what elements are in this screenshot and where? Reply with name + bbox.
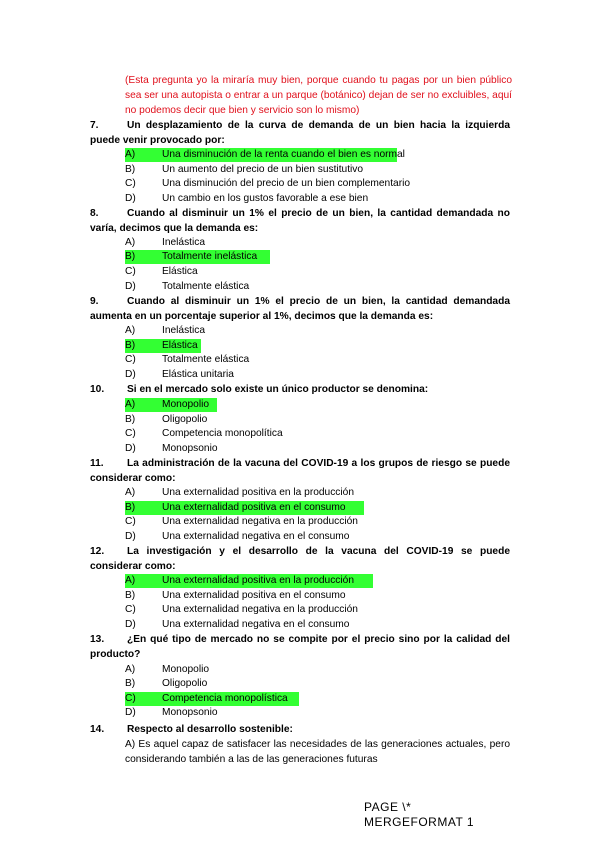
question-number: 9. [90, 296, 99, 307]
option-text: Un cambio en los gustos favorable a ese bien [162, 193, 369, 204]
option-letter: C) [125, 516, 136, 527]
option-text: Monopolio [162, 399, 210, 410]
option-text: Elástica unitaria [162, 369, 234, 380]
option-text: Una externalidad positiva en la producción [162, 575, 354, 586]
question-number: 8. [90, 208, 99, 219]
red-comment-note: (Esta pregunta yo la miraría muy bien, porque cuando tu pagas por un bien público sea ser una autopista o entrar a un parque (botánico) dejan de ser no excluibles, aquí no podemos decir que bien y servicio son lo mismo) [125, 75, 512, 116]
option-letter: C) [125, 693, 136, 704]
question-number: 10. [90, 384, 105, 395]
option-text: Una externalidad negativa en el consumo [162, 531, 350, 542]
option-letter: C) [125, 178, 136, 189]
question-number: 12. [90, 546, 105, 557]
option-text: Una externalidad positiva en el consumo [162, 590, 346, 601]
option-text: Una disminución de la renta cuando el bien es normal [162, 149, 405, 160]
question-text: Un desplazamiento de la curva de demanda de un bien hacia la izquierda puede venir provocado por: [90, 120, 510, 146]
question-13 [90, 632, 510, 662]
option-text: Oligopolio [162, 414, 208, 425]
question-9 [90, 294, 510, 324]
question-8 [90, 206, 510, 236]
footer-line-2: MERGEFORMAT 1 [364, 815, 475, 829]
option-text: Monopsonio [162, 707, 218, 718]
question-text: La investigación y el desarrollo de la vacuna del COVID-19 se puede considerar como: [90, 546, 510, 572]
option-text: Totalmente elástica [162, 281, 250, 292]
option-letter: D) [125, 369, 136, 380]
option-letter: D) [125, 281, 136, 292]
option-text: Oligopolio [162, 678, 208, 689]
question-number: 13. [90, 634, 105, 645]
option-text: Inelástica [162, 325, 206, 336]
footer-line-1: PAGE \* [364, 800, 412, 814]
option-letter: D) [125, 619, 136, 630]
question-text: Si en el mercado solo existe un único productor se denomina: [127, 384, 429, 395]
option-letter: C) [125, 428, 136, 439]
option-letter: D) [125, 707, 136, 718]
option-text: Una disminución del precio de un bien complementario [162, 178, 411, 189]
option-text: Una externalidad positiva en el consumo [162, 502, 346, 513]
option-letter: A) [125, 237, 136, 248]
option-text: Elástica [162, 340, 198, 351]
option-text: Monopolio [162, 664, 210, 675]
option-letter: A) [125, 575, 136, 586]
option-text: Competencia monopolítica [162, 428, 283, 439]
option-text: Una externalidad negativa en la producción [162, 516, 358, 527]
option-letter: B) [125, 414, 136, 425]
option-letter: A) [125, 664, 136, 675]
question-number: 14. [90, 724, 105, 735]
option-letter: B) [125, 340, 136, 351]
option-letter: D) [125, 443, 136, 454]
option-text: Un aumento del precio de un bien sustitutivo [162, 164, 364, 175]
option-letter: B) [125, 590, 136, 601]
option-letter: B) [125, 502, 136, 513]
question-14 [90, 722, 510, 737]
option-text: Totalmente elástica [162, 354, 250, 365]
option-text: Una externalidad positiva en la producción [162, 487, 354, 498]
option-text: Competencia monopolística [162, 693, 288, 704]
page-footer-field [364, 800, 474, 830]
option-letter: A) [125, 149, 136, 160]
option-text: Monopsonio [162, 443, 218, 454]
question-text: Cuando al disminuir un 1% el precio de un bien, la cantidad demandada aumenta en un porcentaje superior al 1%, decimos que la demanda es: [90, 296, 510, 322]
question-text: Respecto al desarrollo sostenible: [127, 724, 293, 735]
question-7 [90, 118, 510, 148]
option-text: Inelástica [162, 237, 206, 248]
option-letter: A) [125, 399, 136, 410]
question-10 [90, 382, 510, 397]
question-12 [90, 544, 510, 574]
question-number: 7. [90, 120, 99, 131]
option-letter: A) [125, 487, 136, 498]
question-11 [90, 456, 510, 486]
option-letter: A) [125, 325, 136, 336]
option-letter: C) [125, 266, 136, 277]
option-text: Totalmente inelástica [162, 251, 258, 262]
option-letter: C) [125, 354, 136, 365]
option-letter: D) [125, 193, 136, 204]
option-letter: B) [125, 678, 136, 689]
option-letter: D) [125, 531, 136, 542]
question-text: La administración de la vacuna del COVID-19 a los grupos de riesgo se puede considerar como: [90, 458, 510, 484]
option-text: Elástica [162, 266, 198, 277]
question-number: 11. [90, 458, 104, 469]
option-letter: C) [125, 604, 136, 615]
question-text: Cuando al disminuir un 1% el precio de un bien, la cantidad demandada no varía, decimos que la demanda es: [90, 208, 510, 234]
option-text: Una externalidad negativa en el consumo [162, 619, 350, 630]
answer-paragraph-14a: A) Es aquel capaz de satisfacer las necesidades de las generaciones actuales, pero considerando también a las de las generaciones futuras [125, 739, 510, 765]
question-text: ¿En qué tipo de mercado no se compite por el precio sino por la calidad del producto? [90, 634, 510, 660]
option-letter: B) [125, 251, 136, 262]
option-letter: B) [125, 164, 136, 175]
option-text: Una externalidad negativa en la producción [162, 604, 358, 615]
